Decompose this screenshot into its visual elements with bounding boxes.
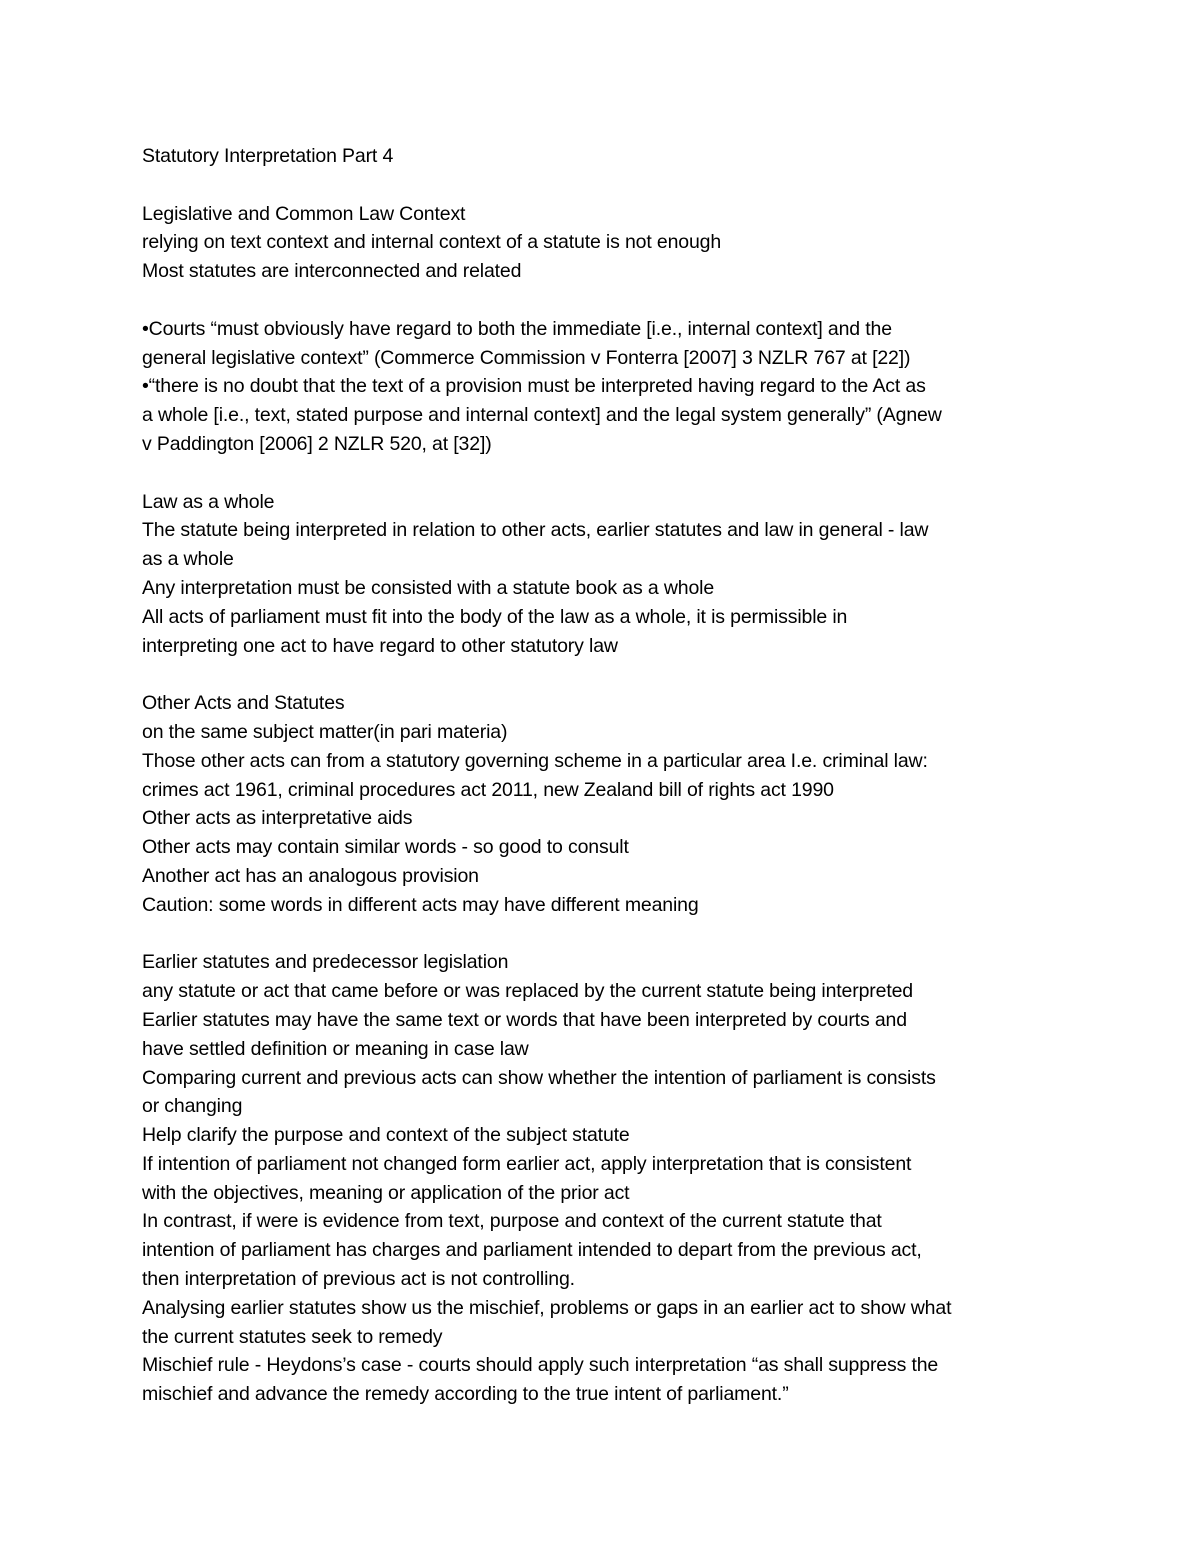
text-line: relying on text context and internal context of a statute is not enough [142, 231, 722, 254]
document-title: Statutory Interpretation Part 4 [142, 145, 394, 167]
spacer [142, 660, 1072, 689]
text-line: Those other acts can from a statutory governing scheme in a particular area I.e. criminal law: [142, 749, 928, 772]
section-heading: Earlier statutes and predecessor legislation [142, 951, 509, 974]
text-line: as a whole [142, 548, 234, 571]
text-line: Other acts as interpretative aids [142, 807, 413, 830]
text-line: Caution: some words in different acts may have different meaning [142, 893, 699, 916]
text-line: Any interpretation must be consisted with a statute book as a whole [142, 576, 715, 599]
text-line: the current statutes seek to remedy [142, 1325, 443, 1348]
section-heading: Legislative and Common Law Context [142, 202, 466, 225]
section-case-quotes [142, 315, 1072, 459]
text-line: Help clarify the purpose and context of the subject statute [142, 1124, 630, 1147]
spacer [142, 920, 1072, 949]
bullet-line: •“there is no doubt that the text of a provision must be interpreted having regard to the Act as [142, 375, 926, 398]
text-line: on the same subject matter(in pari materia) [142, 720, 508, 743]
text-line: Other acts may contain similar words - so good to consult [142, 836, 629, 859]
section-earlier-statutes [142, 948, 1072, 1409]
section-heading: Law as a whole [142, 490, 275, 513]
text-line: In contrast, if were is evidence from text, purpose and context of the current statute that [142, 1210, 882, 1233]
text-line: Mischief rule - Heydons’s case - courts should apply such interpretation “as shall suppress the [142, 1354, 939, 1377]
text-line: interpreting one act to have regard to other statutory law [142, 634, 618, 657]
section-law-as-a-whole [142, 488, 1072, 661]
bullet-line: •Courts “must obviously have regard to both the immediate [i.e., internal context] and the [142, 317, 892, 340]
text-line: Comparing current and previous acts can show whether the intention of parliament is consists [142, 1066, 936, 1089]
text-line: Analysing earlier statutes show us the mischief, problems or gaps in an earlier act to show what [142, 1296, 952, 1319]
section-other-acts-and-statutes [142, 689, 1072, 919]
text-line: crimes act 1961, criminal procedures act 2011, new Zealand bill of rights act 1990 [142, 778, 834, 801]
text-line: general legislative context” (Commerce Commission v Fonterra [2007] 3 NZLR 767 at [22]) [142, 346, 911, 369]
text-line: If intention of parliament not changed form earlier act, apply interpretation that is consistent [142, 1152, 912, 1175]
text-line: Most statutes are interconnected and related [142, 260, 522, 283]
spacer [142, 286, 1072, 315]
text-line: The statute being interpreted in relation to other acts, earlier statutes and law in general - law [142, 519, 929, 542]
text-line: All acts of parliament must fit into the body of the law as a whole, it is permissible in [142, 605, 848, 628]
text-line: have settled definition or meaning in case law [142, 1037, 529, 1060]
spacer [142, 459, 1072, 488]
text-line: with the objectives, meaning or application of the prior act [142, 1181, 630, 1204]
text-line: mischief and advance the remedy according to the true intent of parliament.” [142, 1383, 789, 1406]
text-line: then interpretation of previous act is not controlling. [142, 1268, 575, 1291]
text-line: v Paddington [2006] 2 NZLR 520, at [32]) [142, 432, 492, 455]
section-legislative-common-law-context [142, 200, 1072, 286]
text-line: intention of parliament has charges and parliament intended to depart from the previous act, [142, 1239, 922, 1262]
section-heading: Other Acts and Statutes [142, 692, 345, 715]
spacer [142, 171, 1072, 200]
text-line: Earlier statutes may have the same text or words that have been interpreted by courts and [142, 1008, 907, 1031]
document-page [142, 142, 1072, 1409]
text-line: or changing [142, 1095, 243, 1118]
text-line: a whole [i.e., text, stated purpose and internal context] and the legal system generally” (Agnew [142, 404, 942, 427]
text-line: any statute or act that came before or was replaced by the current statute being interpreted [142, 980, 913, 1003]
text-line: Another act has an analogous provision [142, 864, 479, 887]
